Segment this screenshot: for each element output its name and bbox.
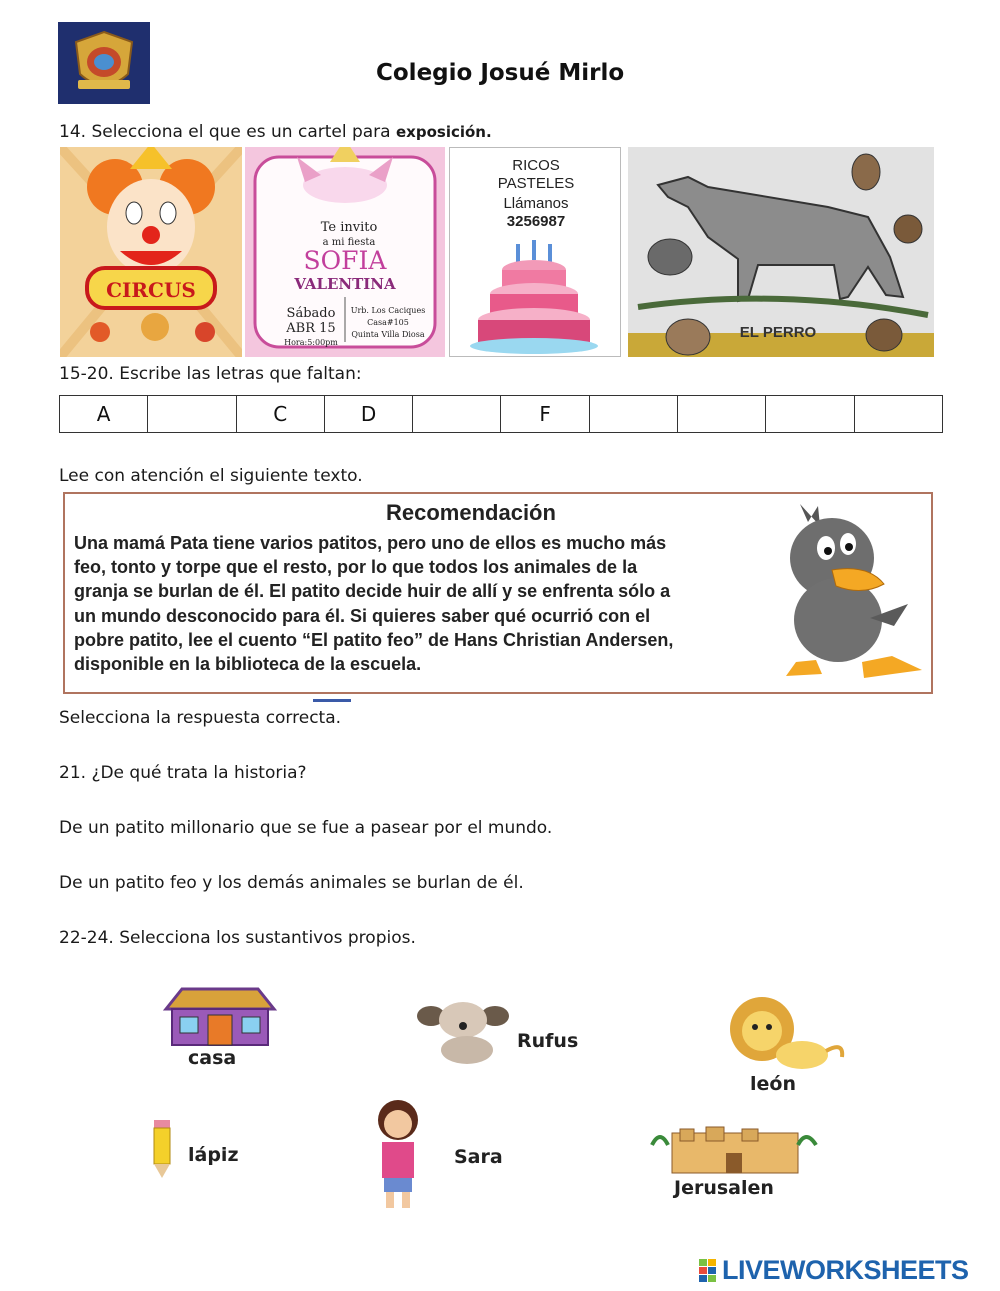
cake-line-4: 3256987 <box>506 213 566 230</box>
recommendation-line-2: feo, tonto y torpe que el resto, por lo que todos los animales de la <box>74 557 638 577</box>
question-15-20: 15-20. Escribe las letras que faltan: <box>59 364 362 384</box>
cake-line-3: Llámanos <box>503 195 569 212</box>
letter-input-cell-g <box>589 396 677 433</box>
cake-line-1: RICOS <box>512 157 560 174</box>
ugly-duckling-illustration <box>782 500 924 680</box>
circus-sign-text: CIRCUS <box>106 278 196 302</box>
invite-line-8: Urb. Los Caciques <box>350 306 426 315</box>
letter-cell-f: F <box>501 396 589 433</box>
invite-line-7: Hora:5:00pm <box>284 338 338 347</box>
invite-line-4: VALENTINA <box>294 275 396 293</box>
letter-cell-d: D <box>324 396 412 433</box>
divider-mark <box>313 699 351 702</box>
poster-dog-exhibition-option[interactable] <box>628 147 934 357</box>
recommendation-line-1: Una mamá Pata tiene varios patitos, pero uno de ellos es mucho más <box>74 533 667 553</box>
question-21: 21. ¿De qué trata la historia? <box>59 763 307 783</box>
recommendation-line-5: pobre patito, lee el cuento “El patito feo” de Hans Christian Andersen, <box>74 630 674 650</box>
noun-lapiz-option[interactable] <box>150 1120 270 1180</box>
invite-line-10: Quinta Villa Diosa <box>351 330 425 339</box>
poster-circus-option[interactable] <box>60 147 242 357</box>
invite-line-3: SOFIA <box>303 246 387 275</box>
noun-sara-label: Sara <box>454 1146 503 1168</box>
invite-line-5: Sábado <box>286 306 336 321</box>
noun-lapiz-label: lápiz <box>188 1144 239 1166</box>
school-crest-logo <box>58 22 150 104</box>
recommendation-line-4: un mundo desconocido para él. Si quieres saber qué ocurrió con el <box>74 606 651 626</box>
recommendation-line-6: disponible en la biblioteca de la escuela. <box>74 654 422 674</box>
invite-line-9: Casa#105 <box>367 318 409 327</box>
cake-line-2: PASTELES <box>497 175 575 192</box>
letter-input-g[interactable] <box>590 396 677 432</box>
letter-input-cell-i <box>766 396 854 433</box>
noun-leon-label: león <box>750 1073 796 1095</box>
poster-cake-option[interactable] <box>449 147 621 357</box>
letter-cell-a: A <box>60 396 148 433</box>
question-14 <box>59 122 492 142</box>
noun-sara-option[interactable] <box>360 1098 530 1213</box>
letter-input-j[interactable] <box>855 396 942 432</box>
liveworksheets-brand: LIVEWORKSHEETS <box>722 1255 969 1285</box>
answer-option-1[interactable]: De un patito millonario que se fue a pasear por el mundo. <box>59 818 553 838</box>
page-title: Colegio Josué Mirlo <box>376 60 625 86</box>
noun-jerusalen-label: Jerusalen <box>674 1177 774 1199</box>
noun-rufus-label: Rufus <box>517 1030 579 1052</box>
letter-cell-c: C <box>236 396 324 433</box>
letter-input-h[interactable] <box>678 396 765 432</box>
letter-input-i[interactable] <box>766 396 853 432</box>
letter-input-b[interactable] <box>148 396 235 432</box>
letter-input-cell-e <box>413 396 501 433</box>
invite-line-6: ABR 15 <box>286 321 336 336</box>
invite-line-2: a mi fiesta <box>322 237 376 248</box>
question-14-text: 14. Selecciona el que es un cartel para <box>59 122 396 142</box>
recommendation-title: Recomendación <box>386 500 556 525</box>
alphabet-table <box>59 395 943 433</box>
recommendation-line-3: granja se burlan de él. El patito decide huir de allí y se enfrenta sólo a <box>74 581 671 601</box>
invite-line-1: Te invito <box>320 220 378 235</box>
liveworksheets-logo-icon <box>699 1259 717 1283</box>
letter-input-cell-b <box>148 396 236 433</box>
dog-poster-label: EL PERRO <box>739 324 817 341</box>
letter-input-e[interactable] <box>413 396 500 432</box>
noun-casa-label: casa <box>188 1047 237 1069</box>
noun-rufus-option[interactable] <box>413 998 603 1068</box>
question-22-24: 22-24. Selecciona los sustantivos propios. <box>59 928 416 948</box>
letter-input-cell-h <box>678 396 766 433</box>
question-14-bold: exposición. <box>396 123 492 141</box>
noun-jerusalen-option[interactable] <box>646 1125 820 1200</box>
reading-intro: Lee con atención el siguiente texto. <box>59 466 363 486</box>
select-correct-instruction: Selecciona la respuesta correcta. <box>59 708 342 728</box>
noun-leon-option[interactable] <box>714 995 854 1095</box>
answer-option-2[interactable]: De un patito feo y los demás animales se burlan de él. <box>59 873 524 893</box>
poster-party-invite-option[interactable] <box>245 147 445 357</box>
noun-casa-option[interactable] <box>160 985 280 1075</box>
letter-input-cell-j <box>854 396 942 433</box>
